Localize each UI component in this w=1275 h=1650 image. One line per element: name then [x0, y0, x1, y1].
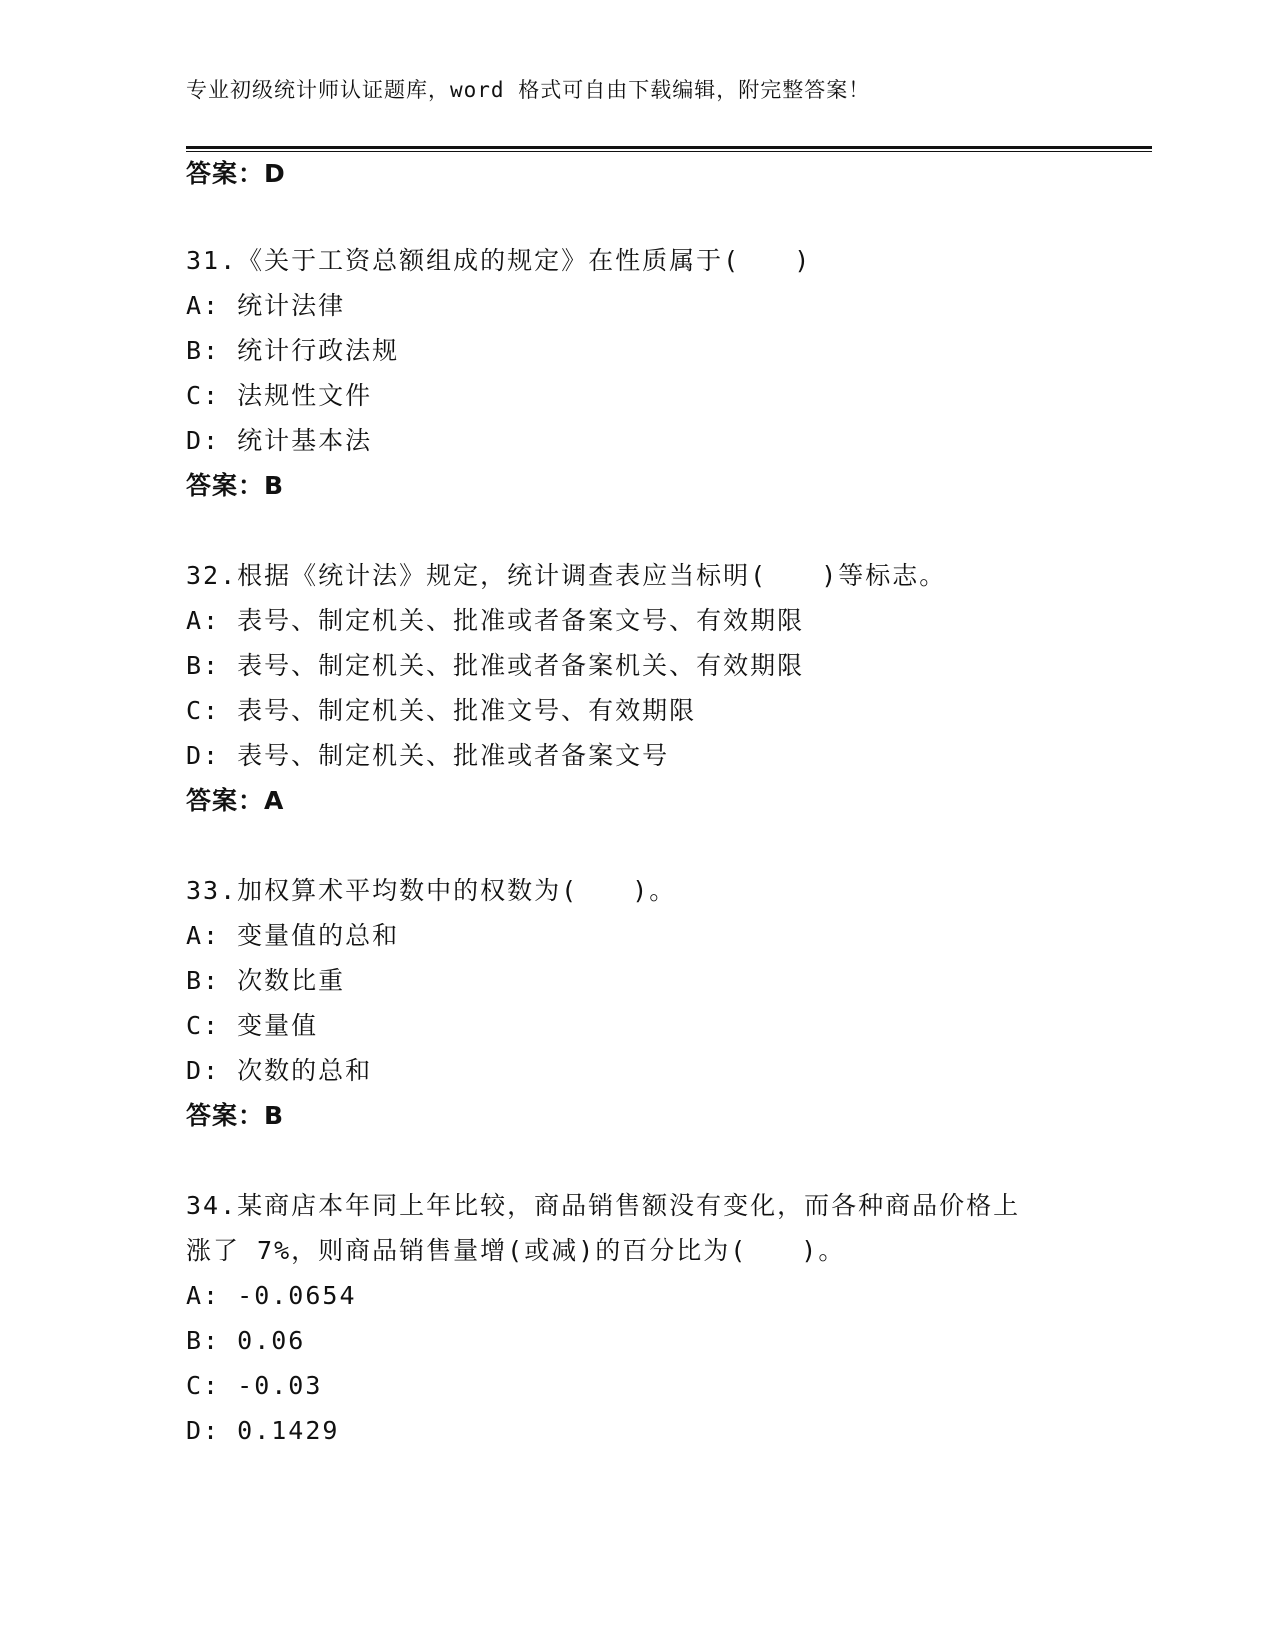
question-32-option-d: D: 表号、制定机关、批准或者备案文号 [186, 741, 670, 770]
question-31-option-d: D: 统计基本法 [186, 426, 373, 455]
question-33-option-b: B: 次数比重 [186, 966, 346, 995]
question-31-option-b: B: 统计行政法规 [186, 336, 400, 365]
question-32-option-c: C: 表号、制定机关、批准文号、有效期限 [186, 696, 697, 725]
question-32-option-a: A: 表号、制定机关、批准或者备案文号、有效期限 [186, 606, 805, 635]
previous-answer: 答案：D [186, 159, 286, 188]
question-34-option-b: B: 0.06 [186, 1326, 306, 1355]
question-34-option-d: D: 0.1429 [186, 1416, 340, 1445]
question-34-option-c: C: -0.03 [186, 1371, 323, 1400]
question-32-option-b: B: 表号、制定机关、批准或者备案机关、有效期限 [186, 651, 805, 680]
question-31-answer: 答案：B [186, 471, 285, 500]
question-31-option-c: C: 法规性文件 [186, 381, 373, 410]
question-33-answer: 答案：B [186, 1101, 285, 1130]
question-33-option-c: C: 变量值 [186, 1011, 319, 1040]
question-34-stem-line-2: 涨了 7%，则商品销售量增(或减)的百分比为( )。 [186, 1236, 846, 1265]
question-31-stem: 31.《关于工资总额组成的规定》在性质属于( ) [186, 246, 812, 275]
question-34-stem-line-1: 34.某商店本年同上年比较，商品销售额没有变化，而各种商品价格上 [186, 1191, 1021, 1220]
question-34-option-a: A: -0.0654 [186, 1281, 357, 1310]
question-33-stem: 33.加权算术平均数中的权数为( )。 [186, 876, 677, 905]
question-32-answer: 答案：A [186, 786, 285, 815]
question-33-option-a: A: 变量值的总和 [186, 921, 400, 950]
header-rule-thick [186, 146, 1152, 149]
page-header: 专业初级统计师认证题库，word 格式可自由下载编辑，附完整答案！ [186, 78, 871, 102]
question-32-stem: 32.根据《统计法》规定，统计调查表应当标明( )等标志。 [186, 561, 947, 590]
header-rule-thin [186, 151, 1152, 152]
question-33-option-d: D: 次数的总和 [186, 1056, 373, 1085]
question-31-option-a: A: 统计法律 [186, 291, 346, 320]
